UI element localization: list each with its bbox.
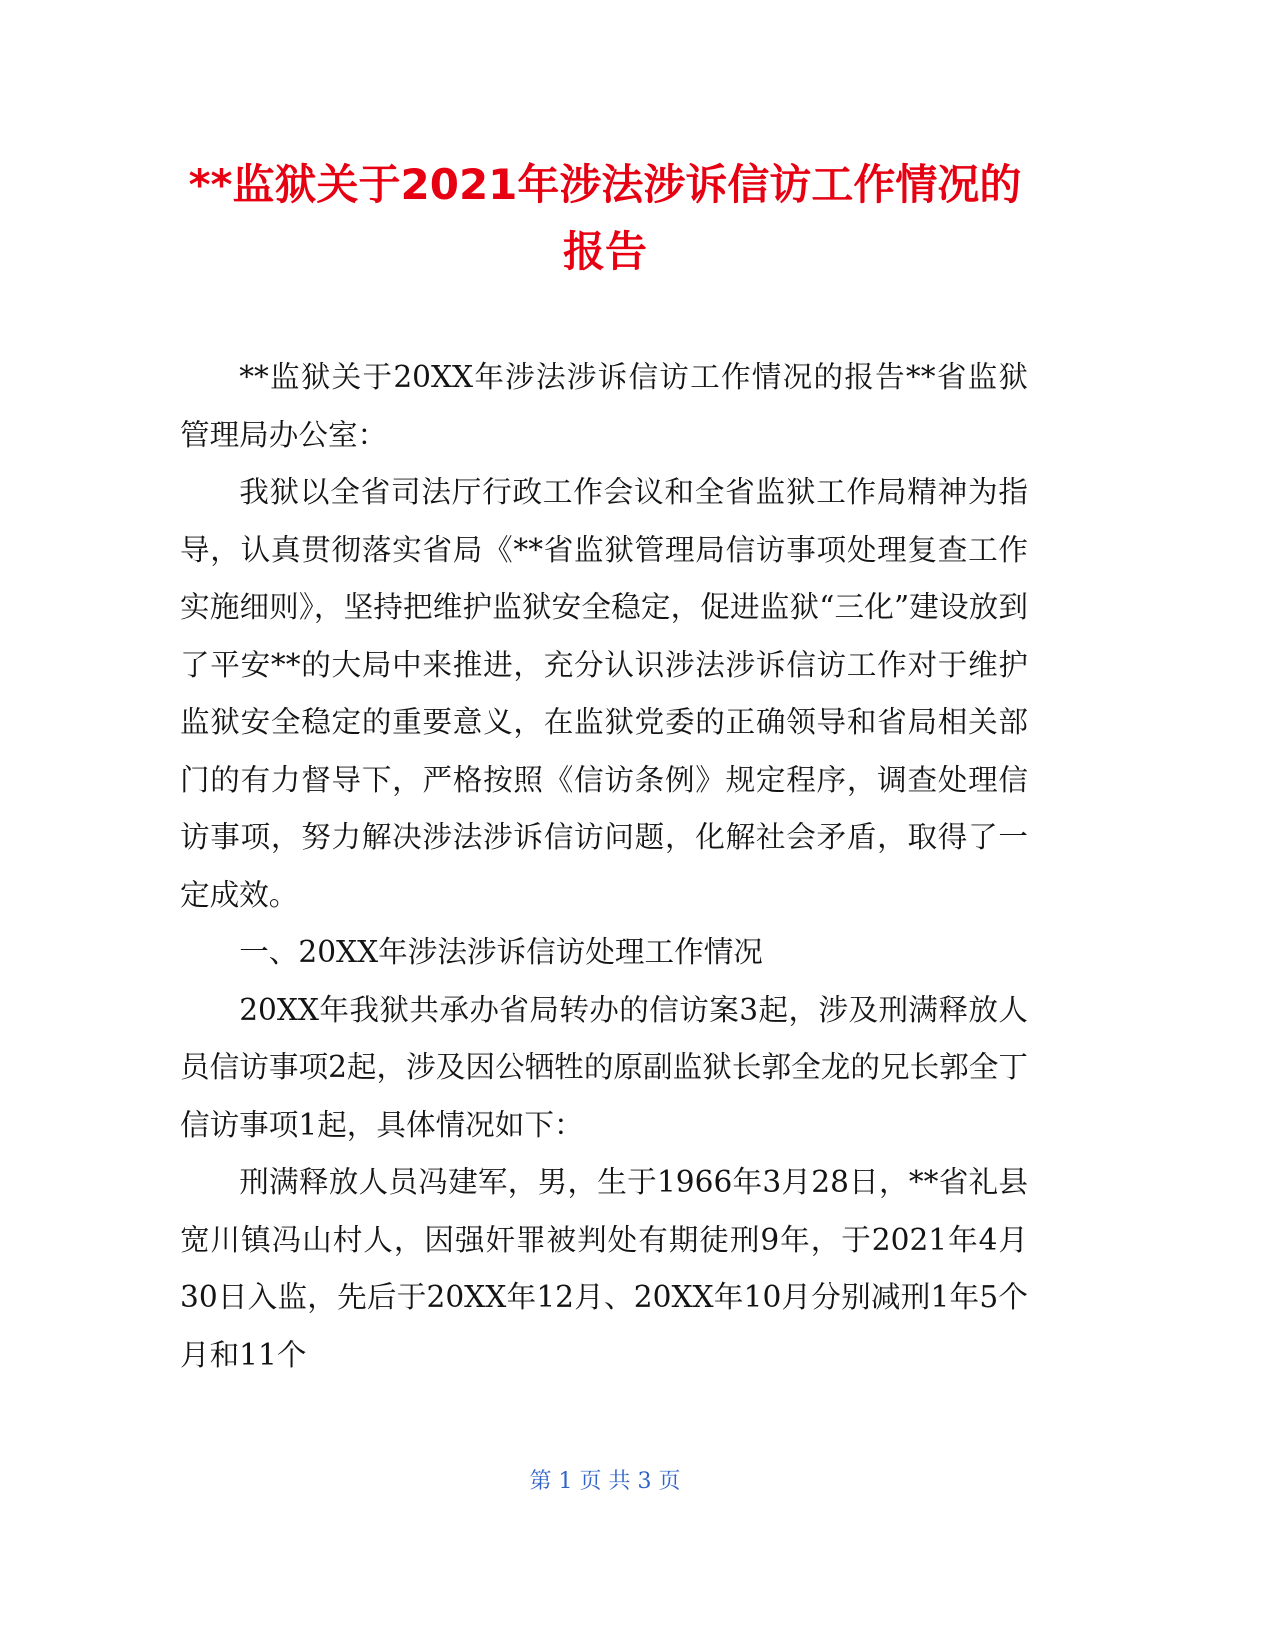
page-number-footer: 第 1 页 共 3 页 [529,1469,681,1494]
case-detail-paragraph: 刑满释放人员冯建军，男，生于1966年3月28日，**省礼县宽川镇冯山村人，因强奸罪被判处有期徒刑9年，于2021年4月30日入监，先后于20XX年12月、20XX年10月分别减刑1年5个月和11个 [180,1165,1028,1372]
section-heading: 一、20XX年涉法涉诉信访处理工作情况 [239,935,763,969]
document-body [180,349,1028,1384]
opening-paragraph: **监狱关于20XX年涉法涉诉信访工作情况的报告**省监狱管理局办公室： [180,360,1028,452]
case-summary-paragraph: 20XX年我狱共承办省局转办的信访案3起，涉及刑满释放人员信访事项2起，涉及因公牺牲的原副监狱长郭全龙的兄长郭全丁信访事项1起，具体情况如下： [180,992,1028,1142]
introduction-paragraph: 我狱以全省司法厅行政工作会议和全省监狱工作局精神为指导，认真贯彻落实省局《**省监狱管理局信访事项处理复查工作实施细则》，坚持把维护监狱安全稳定，促进监狱“三化”建设放到了平安**的大局中来推进，充分认识涉法涉诉信访工作对于维护监狱安全稳定的重要意义，在监狱党委的正确领导和省局相关部门的有力督导下，严格按照《信访条例》规定程序，调查处理信访事项，努力解决涉法涉诉信访问题，化解社会矛盾，取得了一定成效。 [180,475,1028,912]
document-title: **监狱关于2021年涉法涉诉信访工作情况的报告 [188,160,1022,276]
